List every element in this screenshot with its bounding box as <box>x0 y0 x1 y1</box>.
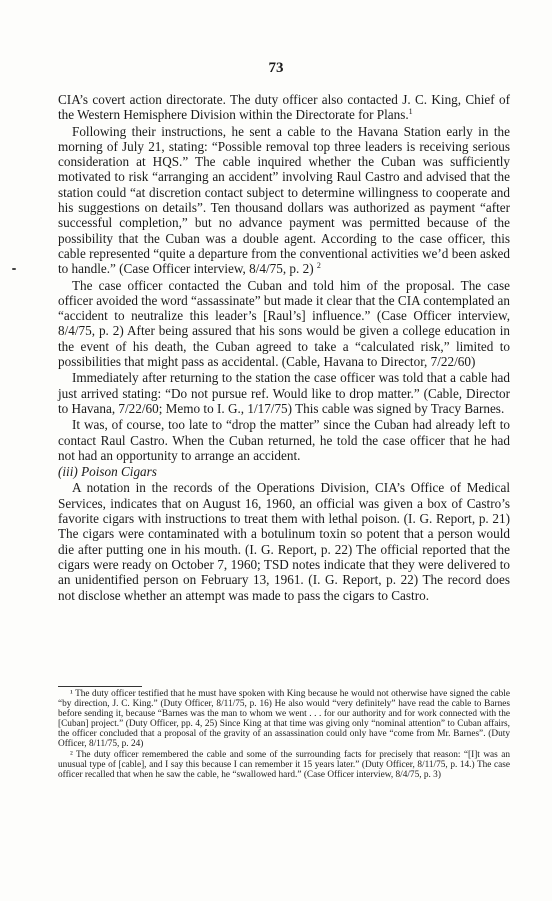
footnote-ref-2: 2 <box>316 261 321 271</box>
paragraph-5: It was, of course, too late to “drop the matter” since the Cuban had already left to contact Raul Castro. When the Cuban returned, he told the case officer that he had not had an opportunity to arrange an accident. <box>58 417 510 463</box>
paragraph-4: Immediately after returning to the station the case officer was told that a cable had just arrived stating: “Do not pursue ref. Would like to drop matter.” (Cable, Director to Havana, 7/22/60; Memo to I. G., 1/17/75) This cable was signed by Tracy Barnes. <box>58 370 510 416</box>
footnote-2: ² The duty officer remembered the cable and some of the surrounding facts for precisely that reason: “[I]t was an unusual type of [cable], and I say this because I can remember it 15 years later.” (Duty Officer, 8/11/75, p. 14.) The case officer recalled that when he saw the cable, he “swallowed hard.” (Case Officer interview, 8/4/75, p. 3) <box>58 749 510 780</box>
paragraph-1: CIA’s covert action directorate. The duty officer also contacted J. C. King, Chief of the Western Hemisphere Division within the Directorate for Plans.$^1$ <box>58 92 510 123</box>
paragraph-3: The case officer contacted the Cuban and told him of the proposal. The case officer avoided the word “assassinate” but made it clear that the CIA contemplated an “accident to neutralize this leader’s [Raul’s] influence.” (Case Officer interview, 8/4/75, p. 2) After being assured that his sons would be given a college education in the event of his death, the Cuban agreed to take a “calculated risk,” limited to possibilities that might pass as accidental. (Cable, Havana to Director, 7/22/60) <box>58 277 510 370</box>
footnotes <box>58 689 510 780</box>
section-subheading: (iii) Poison Cigars <box>58 464 157 480</box>
body-text <box>58 92 510 604</box>
page-number: 73 <box>268 60 284 76</box>
footnote-1: ¹ The duty officer testified that he must have spoken with King because he would not otherwise have signed the cable “by direction, J. C. King.” (Duty Officer, 8/11/75, p. 16) He also would “very definitely” have read the cable to Barnes before sending it, because “Barnes was the man to whom we went . . . for our authority and for work connected with the [Cuban] project.” (Duty Officer, pp. 4, 25) Since King at that time was giving only “nominal attention” to Cuban affairs, the officer concluded that a proposal of the gravity of an assassination could only have “come from Mr. Barnes”. (Duty Officer, 8/11/75, p. 24) <box>58 689 510 750</box>
margin-mark <box>12 268 16 270</box>
paragraph-2: Following their instructions, he sent a cable to the Havana Station early in the morning of July 21, stating: “Possible removal top three leaders is receiving serious consideration at HQS.” The cable inquired whether the Cuban was sufficiently motivated to risk “arranging an accident” involving Raul Castro and advised that the station could “at discretion contact subject to determine willingness to cooperate and his suggestions on details”. Ten thousand dollars was authorized as payment “after successful completion,” but no advance payment was permitted because of the possibility that the Cuban was a double agent. According to the case officer, this cable represented “quite a departure from the conventional activities we’d been asked to handle.” (Case Officer interview, 8/4/75, p. 2) $^2$ <box>58 123 510 277</box>
footnote-divider <box>58 686 142 687</box>
footnote-ref-1: 1 <box>408 107 413 117</box>
paragraph-6: A notation in the records of the Operations Division, CIA’s Office of Medical Services, indicates that on August 16, 1960, an official was given a box of Castro’s favorite cigars with instructions to treat them with lethal poison. (I. G. Report, p. 21) The cigars were contaminated with a botulinum toxin so potent that a person would die after putting one in his mouth. (I. G. Report, p. 22) The official reported that the cigars were ready on October 7, 1960; TSD notes indicate that they were delivered to an unidentified person on February 13, 1961. (I. G. Report, p. 22) The record does not disclose whether an attempt was made to pass the cigars to Castro. <box>58 480 510 603</box>
